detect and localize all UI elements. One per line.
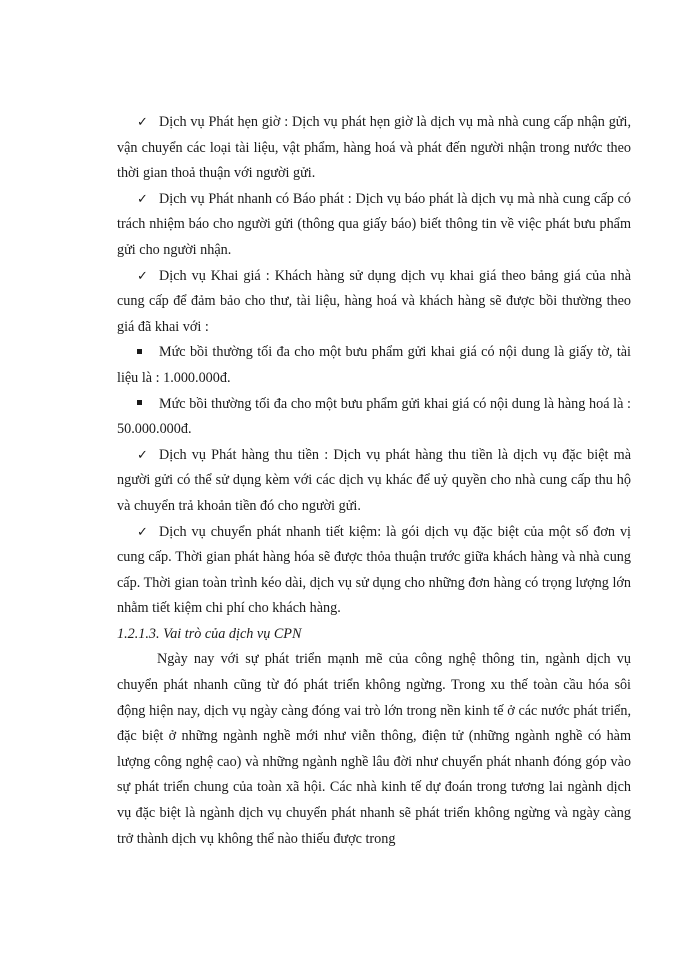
list-item-text: Dịch vụ chuyển phát nhanh tiết kiệm: là gói dịch vụ đặc biệt của một số đơn vị cung cấp. Thời gian phát hàng hóa sẽ được thỏa thuận trước giữa khách hàng và nhà cung cấp. Thời gian toàn trình kéo dài, dịch vụ sử dụng cho những đơn hàng có trọng lượng lớn nhằm tiết kiệm chi phí cho khách hàng. bbox=[117, 523, 631, 617]
list-item-check bbox=[117, 264, 631, 341]
list-item-check bbox=[117, 110, 631, 187]
list-item-text: Mức bồi thường tối đa cho một bưu phẩm gửi khai giá có nội dung là giấy tờ, tài liệu là : 1.000.000đ. bbox=[117, 344, 631, 386]
list-item-text: Dịch vụ Phát nhanh có Báo phát : Dịch vụ báo phát là dịch vụ mà nhà cung cấp có trách nhiệm báo cho người gửi (thông qua giấy báo) biết thông tin về việc phát bưu phẩm gửi cho người nhận. bbox=[117, 190, 631, 258]
list-item-text: Dịch vụ Phát hẹn giờ : Dịch vụ phát hẹn giờ là dịch vụ mà nhà cung cấp nhận gửi, vận chuyển các loại tài liệu, vật phẩm, hàng hoá và phát đến người nhận trong nước theo thời gian thoả thuận với người gửi. bbox=[117, 114, 631, 182]
page-content bbox=[117, 110, 631, 852]
checkmark-icon: ✓ bbox=[137, 524, 148, 540]
list-item-check bbox=[117, 187, 631, 264]
square-bullet-icon bbox=[137, 400, 142, 405]
checkmark-icon: ✓ bbox=[137, 115, 148, 130]
list-item-bullet bbox=[117, 340, 631, 391]
checkmark-icon: ✓ bbox=[137, 268, 148, 284]
checkmark-icon: ✓ bbox=[137, 447, 148, 463]
list-item-check bbox=[117, 520, 631, 622]
section-heading: 1.2.1.3. Vai trò của dịch vụ CPN bbox=[117, 625, 302, 642]
list-item-check bbox=[117, 443, 631, 520]
list-item-text: Dịch vụ Phát hàng thu tiền : Dịch vụ phát hàng thu tiền là dịch vụ đặc biệt mà người gửi có thể sử dụng kèm với các dịch vụ khác để uỷ quyền cho nhà cung cấp thu hộ và chuyển trả khoản tiền đó cho người gửi. bbox=[117, 446, 631, 514]
list-item-text: Dịch vụ Khai giá : Khách hàng sử dụng dịch vụ khai giá theo bảng giá của nhà cung cấp để đảm bảo cho thư, tài liệu, hàng hoá và khách hàng sẽ được bồi thường theo giá đã khai với : bbox=[117, 267, 631, 335]
body-paragraph: Ngày nay với sự phát triển mạnh mẽ của công nghệ thông tin, ngành dịch vụ chuyển phát nhanh cũng từ đó phát triển không ngừng. Trong xu thế toàn cầu hóa sôi động hiện nay, dịch vụ ngày càng đóng vai trò lớn trong nền kinh tế ở các nước phát triển, đặc biệt ở những ngành nghề mới như viễn thông, điện tử (những ngành nghề có hàm lượng công nghệ cao) và những ngành nghề lâu đời như chuyển phát nhanh đóng góp vào sự phát triển chung của toàn xã hội. Các nhà kinh tế dự đoán trong tương lai ngành dịch vụ đặc biệt là ngành dịch vụ chuyển phát nhanh sẽ phát triển không ngừng và ngày càng trở thành dịch vụ không thể nào thiếu được trong bbox=[117, 651, 631, 847]
square-bullet-icon bbox=[137, 349, 142, 354]
list-item-bullet bbox=[117, 392, 631, 443]
list-item-text: Mức bồi thường tối đa cho một bưu phẩm gửi khai giá có nội dung là hàng hoá là : 50.000.000đ. bbox=[117, 395, 631, 438]
checkmark-icon: ✓ bbox=[137, 191, 148, 207]
